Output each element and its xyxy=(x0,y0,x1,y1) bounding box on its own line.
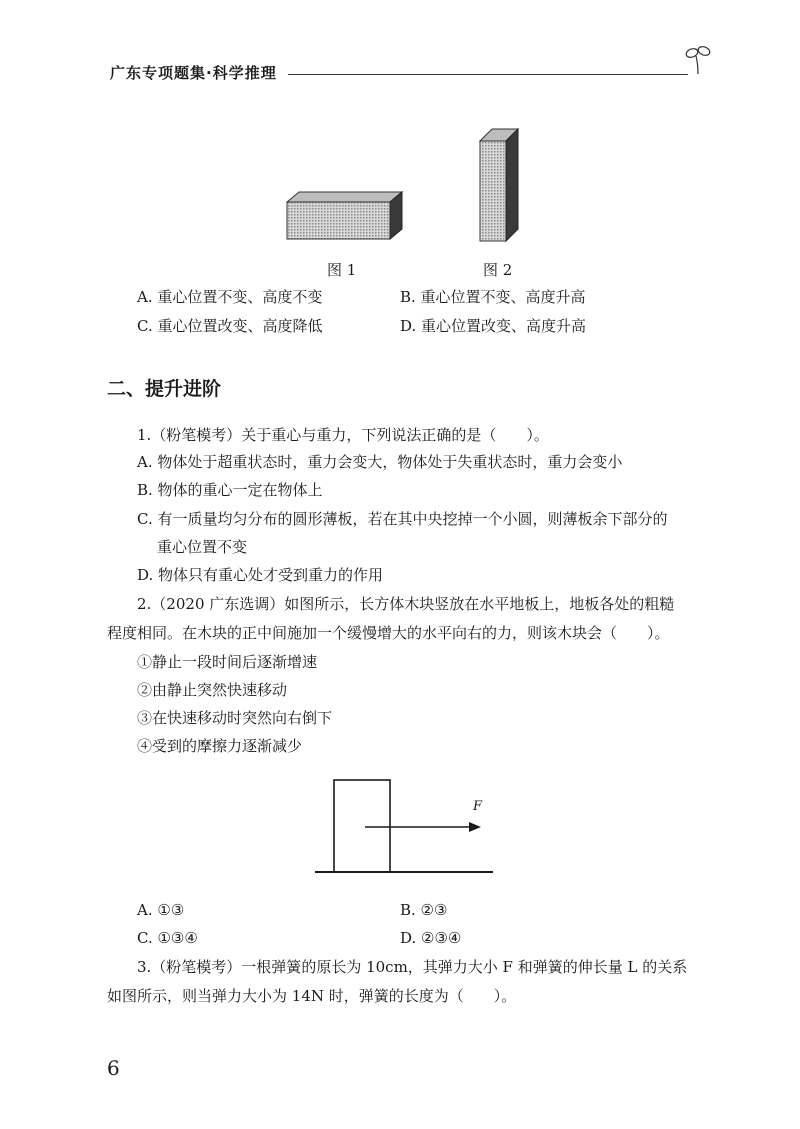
q2-stem-line1: 2.（2020 广东选调）如图所示，长方体木块竖放在水平地板上，地板各处的粗糙 xyxy=(137,595,675,613)
force-label: F xyxy=(473,799,483,814)
q1-option-b: B. 物体的重心一定在物体上 xyxy=(137,481,323,499)
q2-option-a: A. ①③ xyxy=(137,901,185,919)
header-rule xyxy=(288,74,688,75)
prev-option-c: C. 重心位置改变、高度降低 xyxy=(137,317,323,335)
q3-stem-line1: 3.（粉笔模考）一根弹簧的原长为 10cm，其弹力大小 F 和弹簧的伸长量 L 的关系 xyxy=(137,958,688,976)
q2-option-b: B. ②③ xyxy=(400,901,448,919)
q1-option-d: D. 物体只有重心处才受到重力的作用 xyxy=(137,566,384,584)
q3-stem-line2: 如图所示，则当弹力大小为 14N 时，弹簧的长度为（ ）。 xyxy=(107,987,517,1005)
figure-1-label: 图 1 xyxy=(327,261,357,279)
figure-2-label: 图 2 xyxy=(483,261,513,279)
figure-1-horizontal-block xyxy=(285,190,405,245)
q2-statement-2: ②由静止突然快速移动 xyxy=(137,681,288,699)
q2-statement-1: ①静止一段时间后逐渐增速 xyxy=(137,653,318,671)
q1-option-c: C. 有一质量均匀分布的圆形薄板，若在其中央挖掉一个小圆，则薄板余下部分的 xyxy=(137,510,668,528)
sprout-icon xyxy=(684,44,714,76)
wooden-block xyxy=(334,780,390,872)
prev-option-b: B. 重心位置不变、高度升高 xyxy=(400,288,586,306)
force-arrow-head xyxy=(469,822,481,832)
q2-statement-3: ③在快速移动时突然向右倒下 xyxy=(137,709,333,727)
q2-stem-line2: 程度相同。在木块的正中间施加一个缓慢增大的水平向右的力，则该木块会（ ）。 xyxy=(107,624,670,642)
figure-2-vertical-block xyxy=(476,127,526,245)
header-title: 广东专项题集·科学推理 xyxy=(110,64,277,82)
prev-option-a: A. 重心位置不变、高度不变 xyxy=(137,288,323,306)
q1-stem: 1.（粉笔模考）关于重心与重力，下列说法正确的是（ ）。 xyxy=(137,426,549,444)
q2-statement-4: ④受到的摩擦力逐渐减少 xyxy=(137,737,303,755)
q2-option-c: C. ①③④ xyxy=(137,929,198,947)
section-title: 二、提升进阶 xyxy=(107,378,222,400)
page-number: 6 xyxy=(107,1056,120,1080)
q1-option-c-cont: 重心位置不变 xyxy=(157,538,248,556)
q1-option-a: A. 物体处于超重状态时，重力会变大，物体处于失重状态时，重力会变小 xyxy=(137,453,623,471)
prev-option-d: D. 重心位置改变、高度升高 xyxy=(400,317,587,335)
q2-block-force-diagram xyxy=(315,778,495,878)
q2-option-d: D. ②③④ xyxy=(400,929,462,947)
